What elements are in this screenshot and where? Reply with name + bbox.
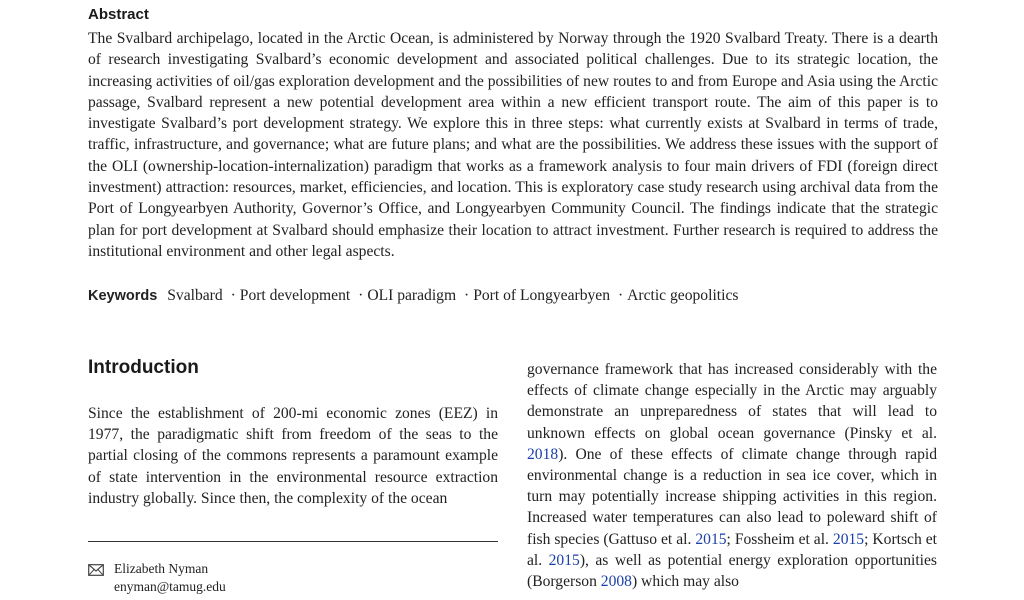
keyword: Arctic geopolitics: [627, 287, 739, 304]
keywords-line: [88, 286, 938, 306]
introduction-left-column: Since the establishment of 200-mi economic zones (EEZ) in 1977, the paradigmatic shift from freedom of the seas to the partial closing of the commons represents a paramount example of state intervention in the environmental resource extraction industry globally. Since then, the complexity of the ocean: [88, 405, 498, 507]
citation-link[interactable]: 2018: [527, 445, 559, 463]
mail-icon: [88, 563, 104, 575]
footnote-divider: [88, 541, 498, 542]
paragraph-text: ). One of these effects of climate change through rapid environmental change is a reduction in sea ice cover, which in turn may potentially increase shipping activities in this region. Increased water temperatures can also lead to poleward shift of fish species (Gattuso et al.: [527, 445, 937, 548]
citation-link[interactable]: 2015: [548, 551, 580, 569]
author-info: [88, 560, 226, 596]
keyword-separator: ·: [358, 287, 364, 304]
paragraph-text: ; Kortsch et al.: [527, 530, 937, 569]
citation-link[interactable]: 2008: [600, 573, 632, 591]
keyword-separator: ·: [617, 287, 624, 304]
keyword-separator: ·: [463, 287, 470, 304]
paragraph-text: ; Fossheim et al.: [726, 530, 833, 548]
paragraph-text: ) which may also: [631, 573, 739, 591]
introduction-right-column: [527, 359, 937, 592]
keyword: Port development: [239, 287, 351, 304]
citation-link[interactable]: 2015: [695, 530, 727, 548]
keyword: OLI paradigm: [367, 287, 457, 304]
abstract-text: The Svalbard archipelago, located in the Arctic Ocean, is administered by Norway through the 1920 Svalbard Treaty. There is a dearth of research investigating Svalbard’s economic development and associated political challenges. Due to its strategic location, the increasing activities of oil/gas exploration development and the possibilities of new routes to and from Europe and Asia using the Arctic passage, Svalbard represent a new potential development area within a new efficient transport route. The aim of this paper is to investigate Svalbard’s port development strategy. We explore this in three steps: what currently exists at Svalbard in terms of trade, traffic, infrastructure, and governance; what are future plans; and what are the possibilities. We address these issues with the support of the OLI (ownership-location-internalization) paradigm that works as a framework analysis to four main drivers of FDI (foreign direct investment) attraction: resources, market, efficiencies, and location. This is exploratory case study research using archival data from the Port of Longyearbyen Authority, Governor’s Office, and Longyearbyen Community Council. The findings indicate that the strategic plan for port development at Svalbard should emphasize their location to attract investment. Further research is required to address the institutional environment and other legal aspects.: [88, 30, 938, 260]
paragraph-text: ), as well as potential energy exploration opportunities (Borgerson: [527, 551, 937, 591]
keyword-separator: ·: [230, 287, 236, 304]
citation-link[interactable]: 2015: [832, 530, 865, 548]
section-title-introduction: Introduction: [88, 357, 199, 378]
keywords-label: Keywords: [88, 288, 158, 304]
author-email[interactable]: enyman@tamug.edu: [114, 579, 226, 594]
paragraph-text: governance framework that has increased considerably with the effects of climate change especially in the Arctic may arguably demonstrate an unpreparedness of states that will lead to unknown effects on global ocean governance (Pinsky et al.: [527, 361, 937, 442]
author-name: Elizabeth Nyman: [114, 561, 209, 576]
keyword: Svalbard: [167, 287, 223, 304]
abstract-heading: Abstract: [88, 6, 149, 23]
keyword: Port of Longyearbyen: [473, 287, 611, 304]
